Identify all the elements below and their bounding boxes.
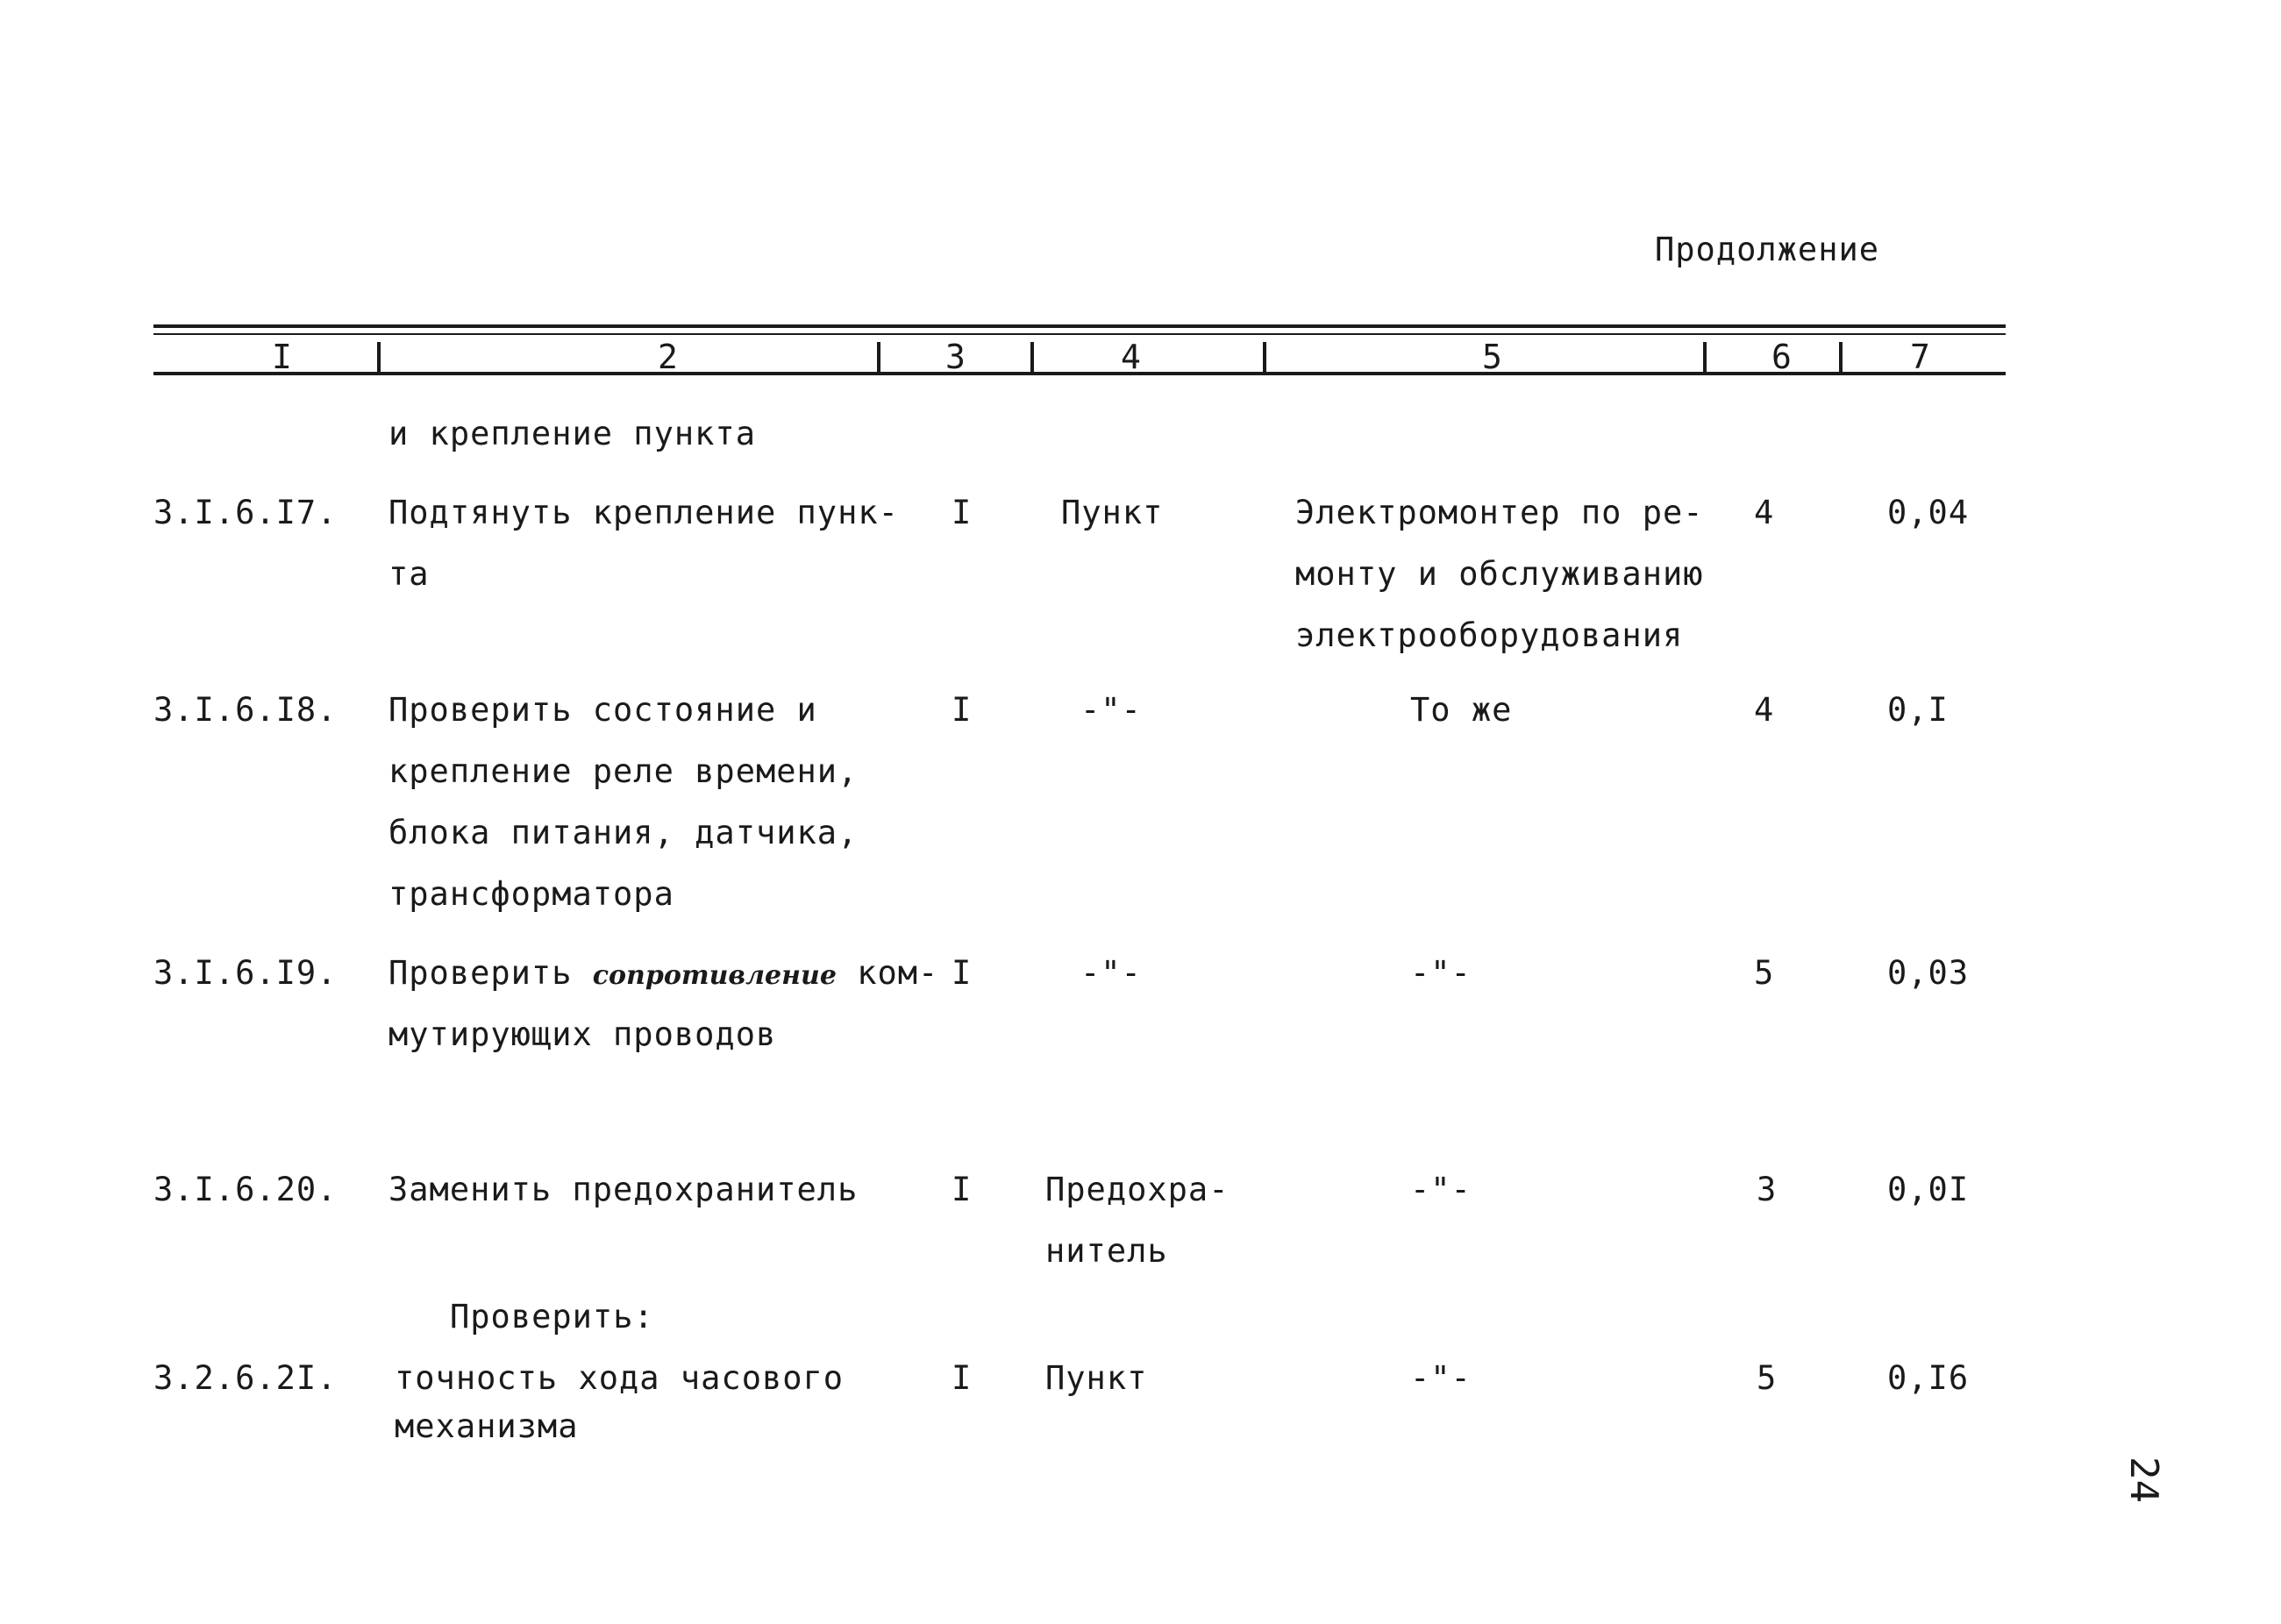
row-worker: монту и обслуживанию: [1295, 555, 1704, 593]
header-top-rule-thin: [153, 333, 2006, 335]
column-separator: [1839, 342, 1843, 374]
column-separator: [1030, 342, 1034, 374]
row-action: Проверить состояние и: [388, 691, 817, 729]
row-action: механизма: [395, 1407, 579, 1445]
row-action: блока питания, датчика,: [388, 814, 859, 851]
row-col3: I: [952, 954, 973, 992]
row-code: 3.I.6.20.: [153, 1171, 338, 1208]
row-code: 3.I.6.I8.: [153, 691, 338, 729]
column-separator: [1703, 342, 1707, 374]
row-grade: 5: [1757, 1359, 1778, 1397]
row-col3: I: [952, 1359, 973, 1397]
row-time: 0,I: [1887, 691, 1949, 729]
row-action: трансформатора: [388, 875, 674, 913]
row-worker: То же: [1410, 691, 1513, 729]
column-separator: [377, 342, 381, 374]
continuation-label: Продолжение: [1655, 231, 1880, 268]
row-col3: I: [952, 691, 973, 729]
row-code: 3.I.6.I9.: [153, 954, 338, 992]
row-grade: 5: [1754, 954, 1775, 992]
check-label: Проверить:: [450, 1298, 654, 1336]
row-grade: 3: [1757, 1171, 1778, 1208]
header-bottom-rule: [153, 372, 2006, 375]
row-action: точность хода часового: [395, 1359, 845, 1397]
row-action: Заменить предохранитель: [388, 1171, 859, 1208]
column-header-4: 4: [1121, 338, 1141, 376]
row-worker: Электромонтер по ре-: [1295, 494, 1704, 531]
handwritten-insert: сопротивление: [592, 960, 837, 991]
row-col3: I: [952, 1171, 973, 1208]
row-object: Предохра-: [1045, 1171, 1230, 1208]
column-separator: [1263, 342, 1266, 374]
column-header-5: 5: [1482, 338, 1502, 376]
row-action: та: [388, 555, 430, 593]
row-action: Подтянуть крепление пунк-: [388, 494, 899, 531]
row-worker: -"-: [1410, 1359, 1472, 1397]
column-header-7: 7: [1910, 338, 1930, 376]
row-grade: 4: [1754, 691, 1775, 729]
row-time: 0,03: [1887, 954, 1970, 992]
row-worker: -"-: [1410, 954, 1472, 992]
row-grade: 4: [1754, 494, 1775, 531]
row-worker: -"-: [1410, 1171, 1472, 1208]
action-prefix: Проверить: [388, 954, 573, 992]
action-suffix: ком-: [857, 954, 939, 992]
column-header-6: 6: [1771, 338, 1792, 376]
row-time: 0,0I: [1887, 1171, 1970, 1208]
row-code: 3.2.6.2I.: [153, 1359, 338, 1397]
row-action: крепление реле времени,: [388, 752, 859, 790]
row-worker: электрооборудования: [1295, 616, 1684, 654]
carry-over-text: и крепление пункта: [388, 415, 756, 452]
page-number: 24: [2121, 1457, 2166, 1503]
row-col3: I: [952, 494, 973, 531]
row-object: Пункт: [1045, 1359, 1148, 1397]
row-object: Пункт: [1061, 494, 1164, 531]
column-header-1: I: [272, 338, 292, 376]
row-action: мутирующих проводов: [388, 1015, 777, 1053]
row-action: [388, 943, 938, 1007]
column-separator: [877, 342, 880, 374]
row-time: 0,04: [1887, 494, 1970, 531]
row-object: -"-: [1080, 954, 1142, 992]
column-header-2: 2: [658, 338, 678, 376]
column-header-3: 3: [945, 338, 966, 376]
row-object: нитель: [1045, 1232, 1168, 1270]
row-object: -"-: [1080, 691, 1142, 729]
row-code: 3.I.6.I7.: [153, 494, 338, 531]
row-time: 0,I6: [1887, 1359, 1970, 1397]
header-top-rule: [153, 324, 2006, 328]
